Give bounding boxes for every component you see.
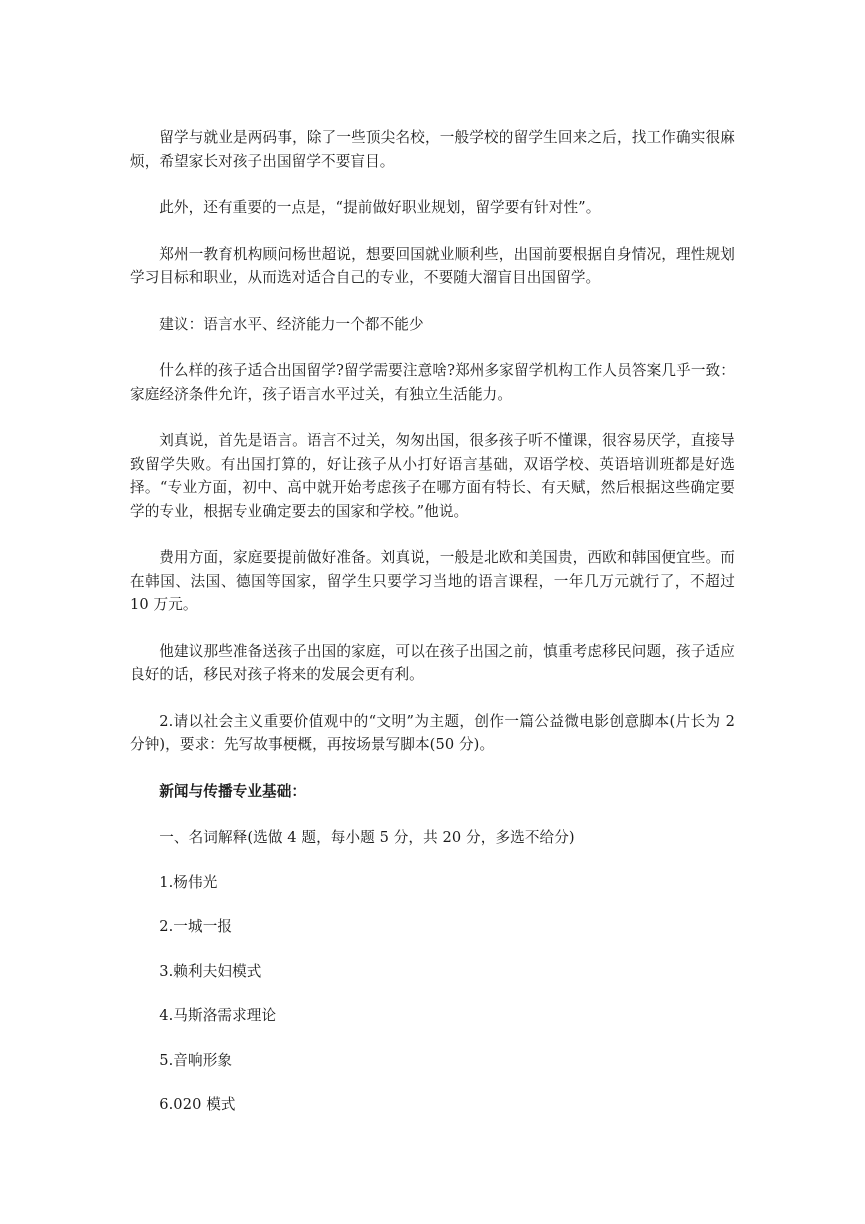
paragraph-costs: 费用方面，家庭要提前做好准备。刘真说，一般是北欧和美国贵，西欧和韩国便宜些。而在韩国、法国、德国等国家，留学生只要学习当地的语言课程，一年几万元就行了，不超过 10 万元。	[130, 549, 735, 613]
list-item-term-6: 6.020 模式	[159, 1096, 236, 1113]
paragraph-suitable-students: 什么样的孩子适合出国留学?留学需要注意啥?郑州多家留学机构工作人员答案几乎一致：家庭经济条件允许，孩子语言水平过关，有独立生活能力。	[130, 362, 735, 403]
list-item-term-2: 2.一城一报	[159, 918, 233, 935]
paragraph-consultant-advice: 郑州一教育机构顾问杨世超说，想要回国就业顺利些，出国前要根据自身情况，理性规划学习目标和职业，从而选对适合自己的专业，不要随大溜盲目出国留学。	[130, 245, 735, 286]
list-item-term-5: 5.音响形象	[159, 1051, 233, 1069]
section-heading-suggestions: 建议：语言水平、经济能力一个都不能少	[159, 315, 424, 333]
paragraph-language-first: 刘真说，首先是语言。语言不过关，匆匆出国，很多孩子听不懂课，很容易厌学，直接导致留学失败。有出国打算的，好让孩子从小打好语言基础，双语学校、英语培训班都是好选择。“专业方面，初中、高中就开始考虑孩子在哪方面有特长、有天赋，然后根据这些确定要学的专业，根据专业确定要去的国家和学校。”他说。	[130, 432, 735, 520]
section-heading-journalism-basics: 新闻与传播专业基础：	[159, 782, 307, 800]
paragraph-term-definitions-instructions: 一、名词解释(选做 4 题，每小题 5 分，共 20 分，多选不给分)	[159, 829, 575, 846]
paragraph-immigration: 他建议那些准备送孩子出国的家庭，可以在孩子出国之前，慎重考虑移民问题，孩子适应良好的话，移民对孩子将来的发展会更有利。	[130, 642, 735, 683]
document-body	[130, 126, 735, 1138]
list-item-term-3: 3.赖利夫妇模式	[159, 962, 262, 980]
list-item-term-4: 4.马斯洛需求理论	[159, 1007, 277, 1024]
paragraph-study-vs-employment: 留学与就业是两码事，除了一些顶尖名校，一般学校的留学生回来之后，找工作确实很麻烦，希望家长对孩子出国留学不要盲目。	[130, 129, 735, 170]
paragraph-career-planning: 此外，还有重要的一点是，“提前做好职业规划，留学要有针对性”。	[159, 199, 601, 216]
paragraph-question-2: 2.请以社会主义重要价值观中的“文明”为主题，创作一篇公益微电影创意脚本(片长为 2 分钟)，要求：先写故事梗概，再按场景写脚本(50 分)。	[130, 712, 735, 753]
list-item-term-1: 1.杨伟光	[159, 873, 218, 891]
